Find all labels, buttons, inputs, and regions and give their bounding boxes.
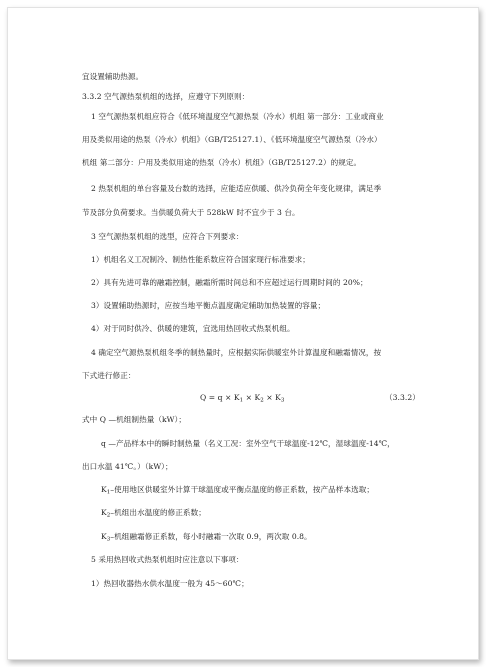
text-line: 宜设置辅助热源。 <box>82 72 144 81</box>
formula: $Q = q \times K_1 \times K_2 \times K_3$ <box>200 393 285 404</box>
text-line: 节及部分负荷要求。当供暖负荷大于 528kW 时不宜少于 3 台。 <box>82 208 300 217</box>
text-line: $K_1-$使用地区供暖室外计算干球温度或平衡点温度的修正系数，按产品样本选取； <box>101 485 375 496</box>
text-line: 3）设置辅助热源时，应按当地平衡点温度确定辅助加热装置的容量； <box>91 301 326 310</box>
text-line: 出口水温 41℃。）（kW）； <box>82 462 173 471</box>
text-line: 1）机组名义工况制冷、制热性能系数应符合国家现行标准要求； <box>91 255 310 264</box>
text-line: 3 空气源热泵机组的选型，应符合下列要求： <box>91 232 244 241</box>
text-line: 5 采用热回收式热泵机组时应注意以下事项： <box>91 555 244 564</box>
text-line: 2）具有先进可靠的融霜控制，融霜所需时间总和不应超过运行周期时间的 20%； <box>91 278 368 287</box>
text-line: q —产品样本中的瞬时制热量（名义工况：室外空气干球温度-12℃，湿球温度-14℃， <box>101 439 395 448</box>
text-line: 机组 第二部分：户用及类似用途的热泵（冷水）机组》（GB/T25127.2）的规定。 <box>82 158 362 167</box>
text-line: 用及类似用途的热泵（冷水）机组》（GB/T25127.1）、《低环境温度空气源热泵（冷水） <box>82 135 382 144</box>
text-line: 2 热泵机组的单台容量及台数的选择，应能适应供暖、供冷负荷全年变化规律，满足季 <box>91 184 382 193</box>
text-line: $K_2-$机组出水温度的修正系数； <box>101 508 206 519</box>
text-line: 1 空气源热泵机组应符合《低环境温度空气源热泵（冷水）机组 第一部分：工业或商业 <box>91 112 384 121</box>
text-line: $K_3-$机组融霜修正系数，每小时融霜一次取 0.9，两次取 0.8。 <box>101 532 312 543</box>
text-line: 下式进行修正： <box>82 371 136 380</box>
section-heading: 3.3.2 空气源热泵机组的选择，应遵守下列原则： <box>82 92 250 101</box>
text-line: 1）热回收器热水供水温度一般为 45～60℃； <box>91 579 249 588</box>
text-line: 4）对于同时供冷、供暖的建筑，宜选用热回收式热泵机组。 <box>91 324 295 333</box>
equation-number: （3.3.2） <box>385 393 420 402</box>
text-line: 4 确定空气源热泵机组冬季的制热量时，应根据实际供暖室外计算温度和融霜情况，按 <box>91 348 382 357</box>
text-line: 式中 Q —机组制热量（kW）； <box>82 415 186 424</box>
